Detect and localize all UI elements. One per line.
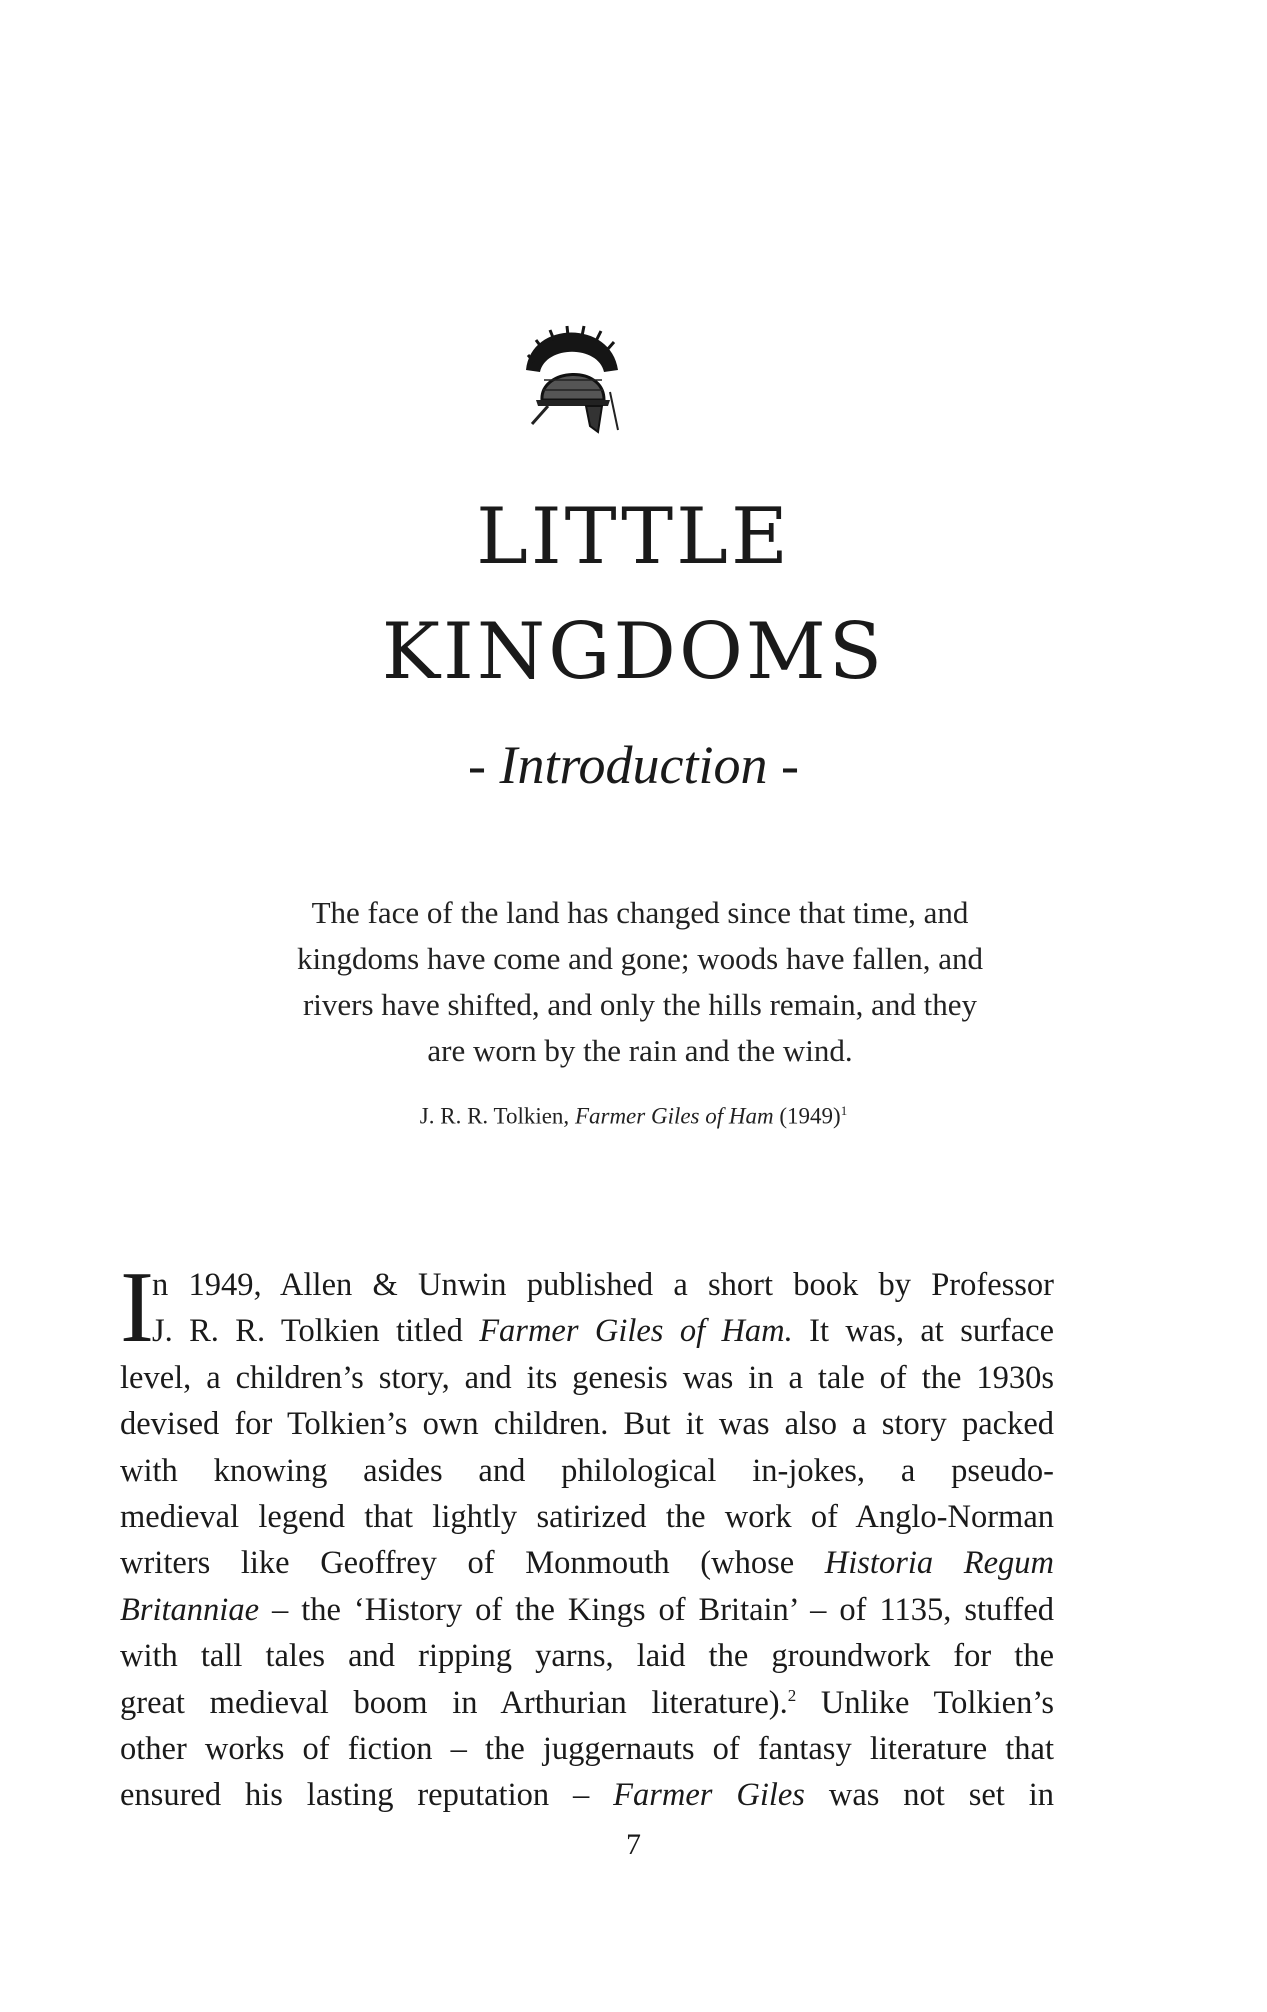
text-segment: n 1949, Allen & Unwin published a short book by Professor [152,1267,1054,1303]
body-line [120,1772,1054,1818]
roman-helmet-icon [506,300,636,440]
body-line [120,1540,1054,1586]
epigraph [190,890,1090,1074]
epigraph-line: are worn by the rain and the wind. [427,1033,853,1068]
chapter-title-line-1: LITTLE [476,492,791,582]
text-segment: It was, at surface [792,1313,1055,1350]
text-segment: writers like Geoffrey of Monmouth (whose [120,1545,825,1582]
text-segment: other works of fiction – the juggernauts of fantasy literature that [120,1731,1054,1768]
epigraph-line: rivers have shifted, and only the hills remain, and they [302,987,978,1022]
text-segment: great medieval boom in Arthurian literature). [120,1684,788,1721]
chapter-title [0,480,1267,710]
text-segment: with knowing asides and philological in-jokes, a pseudo- [120,1452,1054,1489]
body-text [120,1251,1055,1819]
italic-text: Farmer Giles [613,1777,805,1814]
body-line [120,1448,1054,1494]
epigraph-line: kingdoms have come and gone; woods have fallen, and [296,941,984,976]
footnote-marker: 2 [787,1685,797,1705]
body-line [120,1680,1054,1726]
italic-text: Britanniae [120,1591,260,1628]
attribution-work: Farmer Giles of Ham [574,1103,774,1129]
drop-cap: I [120,1251,154,1364]
footnote-marker: 1 [840,1103,848,1118]
text-segment: – the ‘History of the Kings of Britain’ – of 1135, stuffed [259,1591,1054,1628]
text-segment: Unlike Tolkien’s [796,1684,1054,1721]
text-segment: with tall tales and ripping yarns, laid the groundwork for the [120,1638,1054,1675]
text-segment: level, a children’s story, and its genesis was in a tale of the 1930s [120,1359,1054,1396]
body-line [120,1494,1054,1540]
text-segment: was not set in [804,1777,1054,1814]
text-segment: ensured his lasting reputation – [120,1777,614,1814]
chapter-subtitle: - Introduction - [468,735,799,795]
text-segment: devised for Tolkien’s own children. But it was also a story packed [120,1406,1054,1443]
body-line [120,1587,1054,1633]
body-line [120,1726,1054,1772]
body-line [120,1355,1054,1401]
body-line [120,1308,1054,1354]
italic-text: Farmer Giles of Ham. [479,1313,793,1350]
italic-text: Historia Regum [824,1545,1054,1582]
attribution-author: J. R. R. Tolkien, [419,1103,570,1129]
epigraph-attribution [0,1094,1267,1134]
body-line [120,1633,1054,1679]
page-number: 7 [626,1828,641,1861]
chapter-title-line-2: KINGDOMS [381,607,886,697]
attribution-year: (1949) [779,1103,841,1129]
text-segment: J. R. R. Tolkien titled [152,1313,480,1350]
text-segment: medieval legend that lightly satirized the work of Anglo-Norman [120,1499,1054,1536]
body-line [120,1401,1054,1447]
body-line [120,1262,1054,1308]
epigraph-line: The face of the land has changed since that time, and [311,895,969,930]
body-lines [120,1251,1055,1819]
